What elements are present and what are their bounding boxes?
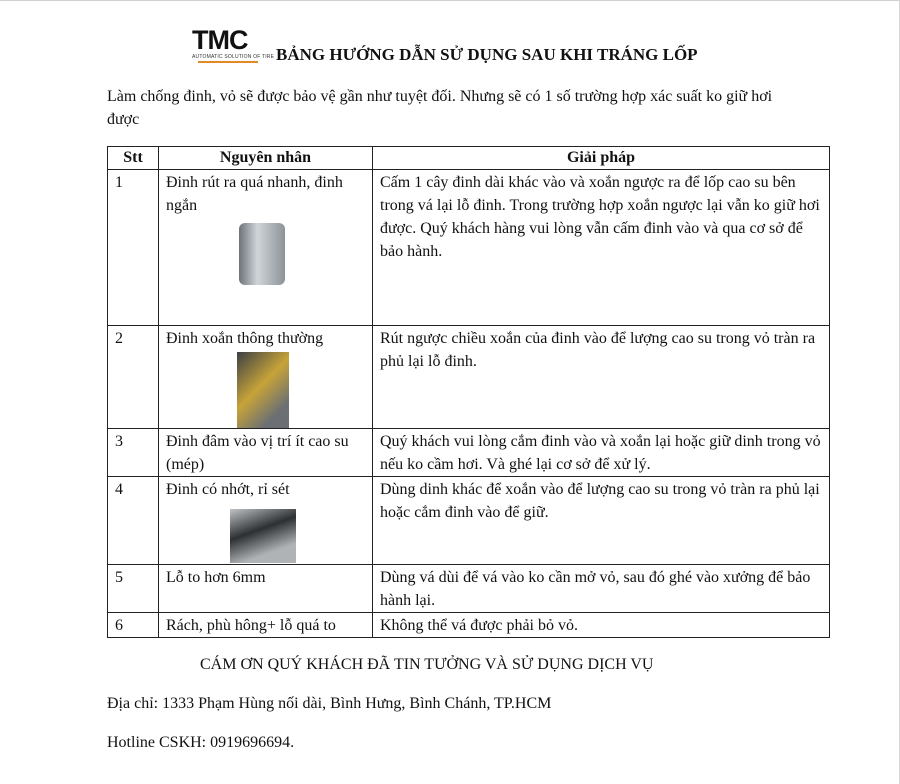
- logo-underline: [198, 61, 258, 63]
- logo-tagline: AUTOMATIC SOLUTION OF TIRE: [192, 54, 275, 60]
- row-stt: 2: [108, 326, 159, 429]
- row-solution: Cấm 1 cây đinh dài khác vào và xoắn ngược ra để lốp cao su bên trong vá lại lỗ đinh. Trong trường hợp xoắn ngược lại vẫn ko giữ hơi được. Quý khách hàng vui lòng vẫn cấm đinh vào và qua cơ sở để bảo hành.: [373, 170, 830, 326]
- table-row: [108, 477, 830, 565]
- row-cause: Đinh có nhớt, rỉ sét: [166, 481, 290, 498]
- row-cause: Đinh đâm vào vị trí ít cao su (mép): [159, 429, 373, 477]
- table-row: [108, 429, 830, 477]
- logo-mark: TMC: [192, 25, 248, 55]
- row-solution: Rút ngược chiều xoắn của đinh vào để lượng cao su trong vỏ tràn ra phủ lại lỗ đinh.: [373, 326, 830, 429]
- row-cause-cell: [159, 477, 373, 565]
- table-row: [108, 170, 830, 326]
- header-cause: Nguyên nhân: [159, 147, 373, 170]
- row-stt: 3: [108, 429, 159, 477]
- row-solution: Không thể vá được phải bỏ vỏ.: [373, 613, 830, 638]
- twist-nail-photo: [237, 352, 289, 428]
- header-solution: Giải pháp: [373, 147, 830, 170]
- row-cause: Rách, phù hông+ lỗ quá to: [159, 613, 373, 638]
- short-nail-photo: [239, 223, 285, 285]
- row-stt: 5: [108, 565, 159, 613]
- hotline-line: Hotline CSKH: 0919696694.: [107, 734, 295, 751]
- document-title: BẢNG HƯỚNG DẪN SỬ DỤNG SAU KHI TRÁNG LỐP: [276, 45, 698, 64]
- rusty-nail-photo: [230, 509, 296, 563]
- row-cause: Đinh rút ra quá nhanh, đinh ngắn: [166, 174, 343, 214]
- table-row: [108, 565, 830, 613]
- row-solution: Dùng vá dùi để vá vào ko cần mở vỏ, sau đó ghé vào xưởng để bảo hành lại.: [373, 565, 830, 613]
- table-header-row: [108, 147, 830, 170]
- row-stt: 6: [108, 613, 159, 638]
- table-row: [108, 613, 830, 638]
- header-stt: Stt: [108, 147, 159, 170]
- intro-paragraph: Làm chống đinh, vỏ sẽ được bảo vệ gần như tuyệt đối. Nhưng sẽ có 1 số trường hợp xác suất ko giữ hơi được: [107, 88, 773, 128]
- row-cause-cell: [159, 170, 373, 326]
- row-cause: Đinh xoắn thông thường: [166, 330, 324, 347]
- row-cause: Lỗ to hơn 6mm: [159, 565, 373, 613]
- row-solution: Quý khách vui lòng cắm đinh vào và xoắn lại hoặc giữ dinh trong vỏ nếu ko cầm hơi. Và ghé lại cơ sở để xử lý.: [373, 429, 830, 477]
- row-solution: Dùng dinh khác để xoắn vào để lượng cao su trong vỏ tràn ra phủ lại hoặc cắm đinh vào để giữ.: [373, 477, 830, 565]
- thanks-line: CÁM ƠN QUÝ KHÁCH ĐÃ TIN TƯỞNG VÀ SỬ DỤNG DỊCH VỤ: [200, 656, 654, 673]
- guide-table: [107, 146, 830, 638]
- row-stt: 4: [108, 477, 159, 565]
- address-line: Địa chỉ: 1333 Phạm Hùng nối dài, Bình Hưng, Bình Chánh, TP.HCM: [107, 695, 552, 712]
- row-cause-cell: [159, 326, 373, 429]
- top-border: [0, 0, 900, 1]
- row-stt: 1: [108, 170, 159, 326]
- table-row: [108, 326, 830, 429]
- tmc-logo: [192, 25, 275, 66]
